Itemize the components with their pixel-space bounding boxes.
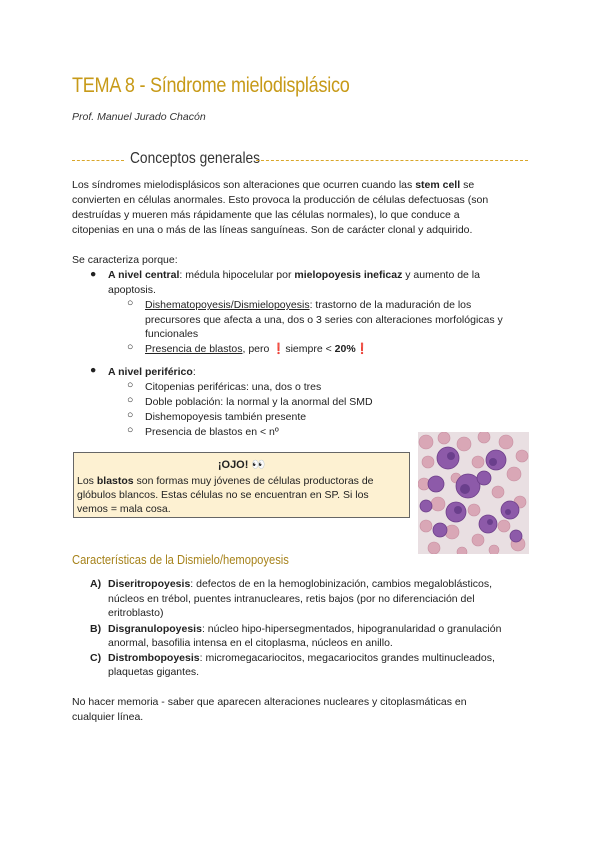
dis-a-line-1: Diseritropoyesis: defectos de en la hemoglobinización, cambios megaloblásticos, bbox=[108, 578, 493, 590]
ojo-callout bbox=[73, 452, 410, 518]
circle-bullet: ○ bbox=[127, 424, 134, 436]
central-line-1: A nivel central: médula hipocelular por mielopoyesis ineficaz y aumento de la bbox=[108, 269, 480, 281]
callout-title: ¡OJO! 👀 bbox=[217, 459, 266, 471]
author: Prof. Manuel Jurado Chacón bbox=[72, 111, 206, 123]
intro-line-3: destruídas y mueren más rápidamente que las células normales), lo que conduce a bbox=[72, 209, 460, 221]
exclamation-icon: ❗ bbox=[355, 343, 369, 355]
callout-line-1: Los blastos son formas muy jóvenes de células productoras de bbox=[77, 475, 374, 487]
callout-line-2: glóbulos blancos. Estas células no se encuentran en SP. Si los bbox=[77, 489, 369, 501]
periferico-label: A nivel periférico: bbox=[108, 366, 196, 378]
dis-letter: A) bbox=[90, 578, 102, 590]
callout-body bbox=[77, 474, 403, 516]
dis-c-line-2: plaquetas gigantes. bbox=[108, 666, 200, 678]
central-sub1-line-3: funcionales bbox=[145, 328, 199, 340]
exclamation-icon: ❗ bbox=[272, 343, 286, 355]
circle-bullet: ○ bbox=[127, 341, 134, 353]
dismielo-heading: Características de la Dismielo/hemopoyesis bbox=[72, 552, 289, 567]
dashed-rule-right bbox=[256, 160, 528, 161]
callout-line-3: vemos = mala cosa. bbox=[77, 503, 171, 515]
bullet-dot: ● bbox=[90, 364, 97, 376]
central-sub1-line-1: Dishematopoyesis/Dismielopoyesis: trastorno de la maduración de los bbox=[145, 299, 472, 311]
periferico-item: Doble población: la normal y la anormal del SMD bbox=[145, 396, 373, 408]
periferico-item: Citopenias periféricas: una, dos o tres bbox=[145, 381, 322, 393]
circle-bullet: ○ bbox=[127, 379, 134, 391]
final-line-2: cualquier línea. bbox=[72, 711, 144, 723]
final-line-1: No hacer memoria - saber que aparecen alteraciones nucleares y citoplasmáticas en bbox=[72, 696, 467, 708]
bullet-dot: ● bbox=[90, 268, 97, 280]
dis-b-line-2: anormal, basofilia intensa en el citoplasma, núcleos en anillo. bbox=[108, 637, 393, 649]
central-line-2: apoptosis. bbox=[108, 284, 156, 296]
periferico-item: Dishemopoyesis también presente bbox=[145, 411, 307, 423]
central-sub2: Presencia de blastos, pero ❗siempre < 20%❗ bbox=[145, 343, 369, 355]
section-header bbox=[72, 150, 528, 170]
periferico-item: Presencia de blastos en < nº bbox=[145, 426, 279, 438]
page-title: TEMA 8 - Síndrome mielodisplásico bbox=[72, 74, 350, 97]
intro-line-2: convierten en células anormales. Esto provoca la producción de células defectuosas (son bbox=[72, 194, 489, 206]
dis-a-line-2: núcleos en trébol, puentes intranucleares, retis bajos (por no diferenciación del bbox=[108, 593, 475, 605]
intro-line-1: Los síndromes mielodisplásicos son alteraciones que ocurren cuando las stem cell se bbox=[72, 179, 475, 191]
circle-bullet: ○ bbox=[127, 297, 134, 309]
circle-bullet: ○ bbox=[127, 394, 134, 406]
section-title: Conceptos generales bbox=[130, 150, 261, 167]
dis-a-line-3: eritroblasto) bbox=[108, 607, 164, 619]
dis-letter: C) bbox=[90, 652, 102, 664]
central-sub1-line-2: precursores que afecta a una, dos o 3 series con alteraciones morfológicas y bbox=[145, 314, 503, 326]
dis-b-line-1: Disgranulopoyesis: núcleo hipo-hipersegmentados, hipogranularidad o granulación bbox=[108, 623, 502, 635]
blood-smear-image bbox=[418, 432, 529, 554]
intro-line-4: citopenias en una o más de las líneas sanguíneas. Son de carácter clonal y adquirido. bbox=[72, 224, 473, 236]
circle-bullet: ○ bbox=[127, 409, 134, 421]
dis-letter: B) bbox=[90, 623, 102, 635]
dis-c-line-1: Distrombopoyesis: micromegacariocitos, megacariocitos grandes multinucleados, bbox=[108, 652, 495, 664]
caracteriza-text: Se caracteriza porque: bbox=[72, 254, 178, 266]
dashed-rule-left bbox=[72, 160, 124, 161]
